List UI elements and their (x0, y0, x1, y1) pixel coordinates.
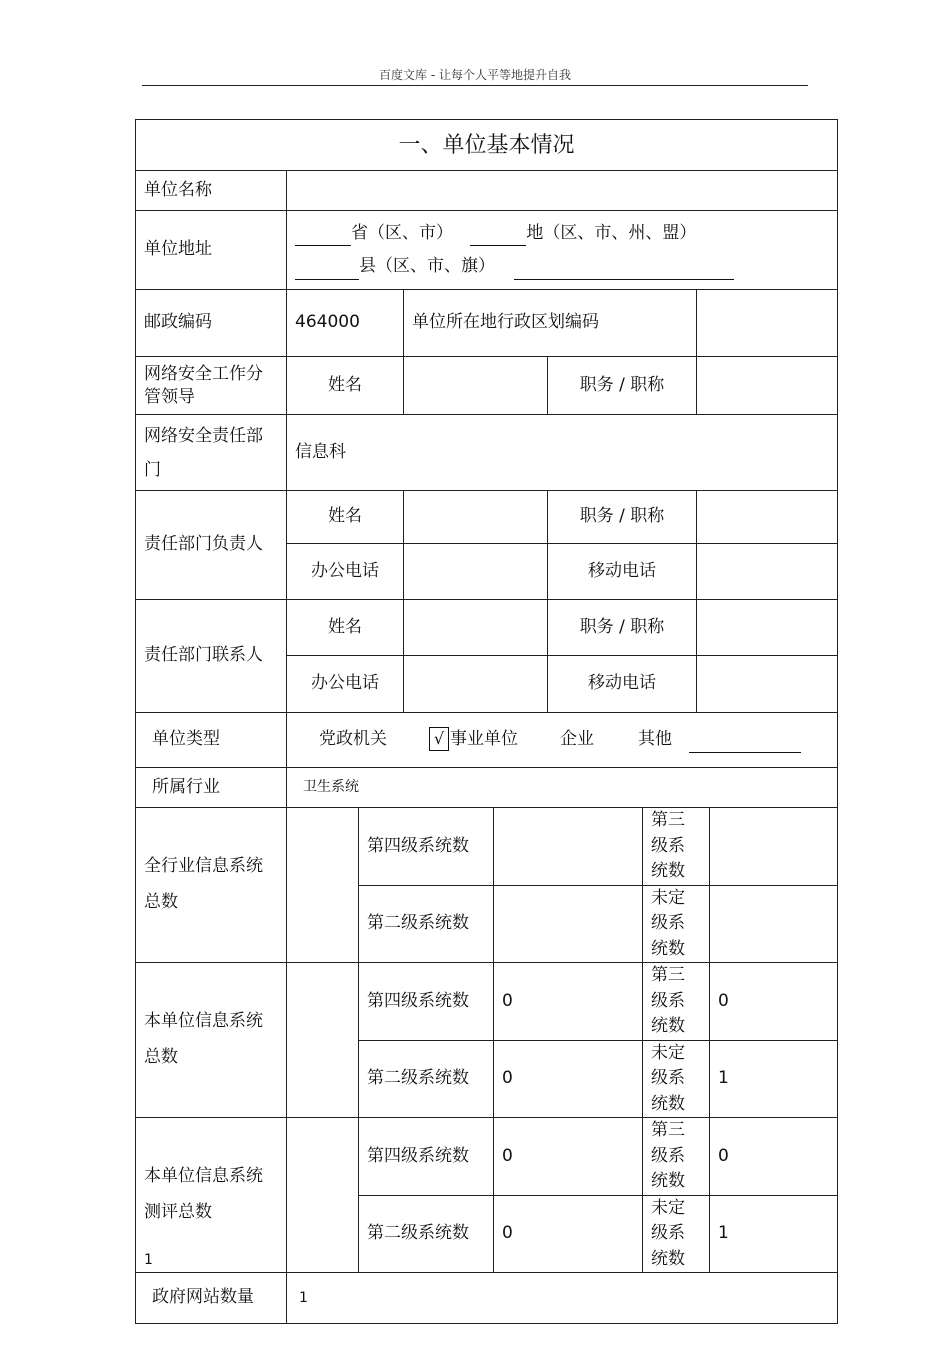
admin-code-value[interactable] (697, 290, 838, 357)
security-dept-value[interactable]: 信息科 (287, 415, 838, 491)
dept-contact-office-phone-label: 办公电话 (287, 656, 404, 713)
prefecture-suffix: 地（区、市、州、盟） (526, 222, 697, 243)
unit-l4-label: 第四级系统数 (359, 963, 494, 1041)
industry-label: 所属行业 (136, 768, 287, 808)
industry-undefined-value[interactable] (710, 885, 838, 963)
security-leader-label: 网络安全工作分管领导 (136, 357, 287, 415)
unit-type-option-enterprise[interactable]: 企业 (560, 729, 594, 750)
unit-name-label: 单位名称 (136, 171, 287, 211)
unit-evaluated-total[interactable] (287, 1118, 359, 1273)
header-rule (142, 85, 808, 86)
industry-systems-total[interactable] (287, 808, 359, 963)
province-suffix: 省（区、市） (351, 222, 453, 243)
unit-l2-value[interactable]: 0 (494, 1040, 643, 1118)
security-leader-name-value[interactable] (404, 357, 548, 415)
industry-systems-label: 全行业信息系统总数 (136, 808, 287, 963)
province-blank[interactable] (295, 227, 351, 246)
industry-l4-value[interactable] (494, 808, 643, 886)
dept-head-mobile-value[interactable] (697, 544, 838, 600)
evaluated-l4-value[interactable]: 0 (494, 1118, 643, 1196)
dept-head-title-label: 职务 / 职称 (548, 491, 697, 544)
industry-undefined-label: 未定级系统数 (643, 885, 710, 963)
dept-contact-name-value[interactable] (404, 600, 548, 656)
prefecture-blank[interactable] (470, 227, 526, 246)
unit-name-field[interactable] (287, 171, 838, 211)
dept-contact-office-phone-value[interactable] (404, 656, 548, 713)
dept-contact-name-label: 姓名 (287, 600, 404, 656)
evaluated-undefined-value[interactable]: 1 (710, 1195, 838, 1273)
unit-undefined-value[interactable]: 1 (710, 1040, 838, 1118)
county-suffix: 县（区、市、旗） (359, 256, 495, 276)
unit-evaluated-label: 本单位信息系统测评总数 (136, 1118, 287, 1273)
evaluated-l2-value[interactable]: 0 (494, 1195, 643, 1273)
unit-type-checkbox[interactable]: √ (429, 727, 449, 751)
evaluated-undefined-label: 未定级系统数 (643, 1195, 710, 1273)
dept-head-title-value[interactable] (697, 491, 838, 544)
dept-head-office-phone-label: 办公电话 (287, 544, 404, 600)
industry-l2-value[interactable] (494, 885, 643, 963)
dept-head-name-value[interactable] (404, 491, 548, 544)
page-header: 百度文库 - 让每个人平等地提升自我 (379, 68, 571, 82)
dept-contact-mobile-label: 移动电话 (548, 656, 697, 713)
page-number: 1 (144, 1252, 153, 1268)
gov-sites-value[interactable]: 1 (287, 1273, 838, 1324)
unit-type-option-party[interactable]: 党政机关 (319, 729, 387, 750)
postal-label: 邮政编码 (136, 290, 287, 357)
evaluated-l4-label: 第四级系统数 (359, 1118, 494, 1196)
unit-l3-label: 第三级系统数 (643, 963, 710, 1041)
county-blank[interactable] (295, 261, 359, 280)
unit-type-other-blank[interactable] (689, 734, 801, 753)
address-label: 单位地址 (136, 211, 287, 290)
security-leader-title-label: 职务 / 职称 (548, 357, 697, 415)
dept-head-office-phone-value[interactable] (404, 544, 548, 600)
evaluated-l3-value[interactable]: 0 (710, 1118, 838, 1196)
unit-l2-label: 第二级系统数 (359, 1040, 494, 1118)
evaluated-l3-label: 第三级系统数 (643, 1118, 710, 1196)
dept-head-mobile-label: 移动电话 (548, 544, 697, 600)
form-title: 一、单位基本情况 (136, 120, 838, 171)
security-leader-name-label: 姓名 (287, 357, 404, 415)
address-field[interactable] (287, 211, 838, 290)
security-leader-title-value[interactable] (697, 357, 838, 415)
postal-value[interactable]: 464000 (287, 290, 404, 357)
unit-systems-label: 本单位信息系统总数 (136, 963, 287, 1118)
industry-l2-label: 第二级系统数 (359, 885, 494, 963)
unit-undefined-label: 未定级系统数 (643, 1040, 710, 1118)
security-dept-label: 网络安全责任部门 (136, 415, 287, 491)
dept-contact-label: 责任部门联系人 (136, 600, 287, 713)
unit-type-label: 单位类型 (136, 713, 287, 768)
industry-l3-label: 第三级系统数 (643, 808, 710, 886)
unit-l3-value[interactable]: 0 (710, 963, 838, 1041)
unit-info-form (135, 119, 838, 1324)
evaluated-l2-label: 第二级系统数 (359, 1195, 494, 1273)
dept-head-name-label: 姓名 (287, 491, 404, 544)
dept-contact-mobile-value[interactable] (697, 656, 838, 713)
dept-contact-title-value[interactable] (697, 600, 838, 656)
dept-head-label: 责任部门负责人 (136, 491, 287, 600)
industry-value[interactable]: 卫生系统 (287, 768, 838, 808)
dept-contact-title-label: 职务 / 职称 (548, 600, 697, 656)
address-detail-blank[interactable] (514, 261, 734, 280)
gov-sites-label: 政府网站数量 (136, 1273, 287, 1324)
unit-type-options (287, 713, 838, 768)
unit-l4-value[interactable]: 0 (494, 963, 643, 1041)
unit-type-option-other[interactable]: 其他 (638, 729, 672, 750)
industry-l3-value[interactable] (710, 808, 838, 886)
industry-l4-label: 第四级系统数 (359, 808, 494, 886)
unit-type-option-institution[interactable]: 事业单位 (450, 729, 518, 750)
unit-systems-total[interactable] (287, 963, 359, 1118)
admin-code-label: 单位所在地行政区划编码 (404, 290, 697, 357)
